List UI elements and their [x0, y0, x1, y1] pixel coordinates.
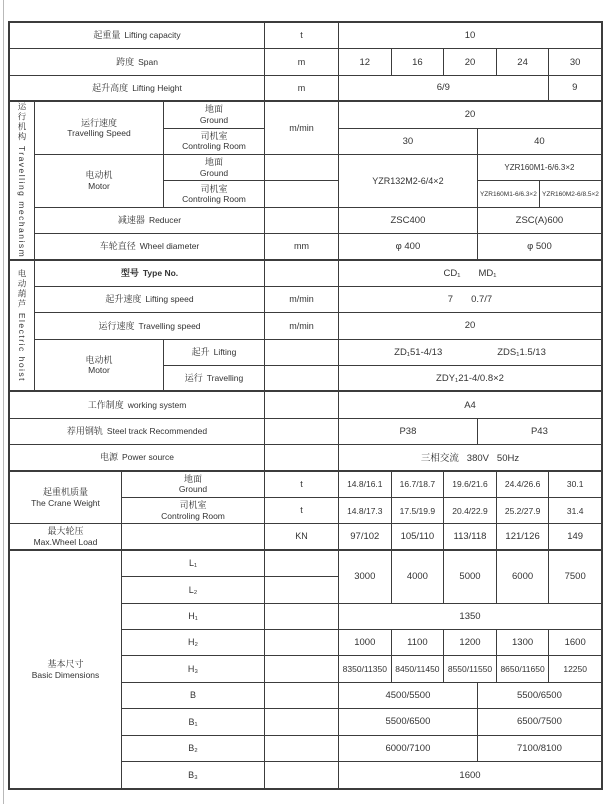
section-label-basic-dimensions	[10, 551, 122, 789]
value-text: P38	[399, 426, 417, 438]
value-text: 20.4/22.9	[452, 505, 488, 516]
unit-motor-cab-empty	[265, 181, 339, 207]
dim-h2-cell	[497, 630, 550, 655]
dim-label-h3	[122, 656, 265, 682]
unit-power-source-empty	[265, 445, 339, 471]
value-text: 16	[412, 56, 423, 68]
value-text: 1000	[354, 637, 376, 649]
values-type-no	[339, 261, 601, 287]
row-label-power-source	[10, 445, 265, 471]
label-en: working system	[127, 399, 187, 410]
weight-cell	[497, 498, 550, 523]
label-en: Controling Room	[182, 141, 246, 152]
row-label-reducer	[35, 208, 265, 234]
unit-motor-ground-empty	[265, 155, 339, 181]
dim-b2-left-cell	[339, 736, 478, 761]
crane-spec-table	[8, 21, 603, 790]
wheel-load-cell	[339, 524, 392, 548]
dim-label-b	[122, 683, 265, 709]
cab-speed-right-cell	[478, 129, 601, 154]
value-text: 16.7/18.7	[399, 479, 436, 490]
value-text: 1600	[459, 769, 481, 781]
unit-h3-empty	[265, 656, 339, 682]
value-text: 12	[359, 56, 371, 68]
label-zh: 起升高度	[92, 82, 129, 93]
dim-l-cell	[339, 551, 392, 603]
label-en: Wheel diameter	[139, 241, 200, 252]
label-zh: 电动机	[85, 170, 113, 181]
label-en: Reducer	[148, 215, 182, 226]
label-en: Lifting speed	[145, 294, 194, 305]
row-label-lifting-speed	[35, 287, 265, 313]
weight-cell	[339, 498, 392, 523]
row-label-span	[10, 49, 265, 75]
type-no-a: CD₁	[443, 267, 461, 279]
value-text: 7100/8100	[516, 742, 562, 754]
dim-l-cell	[549, 551, 601, 603]
value-text: 5500/6500	[385, 716, 431, 728]
value-text: 5500/6500	[516, 689, 562, 701]
span-value-cell	[339, 49, 392, 74]
label-text: H₁	[188, 611, 198, 622]
row-label-hoist-travelling-speed	[35, 313, 265, 339]
value-text: 6000/7100	[385, 742, 431, 754]
values-b	[339, 683, 601, 709]
unit-b1-empty	[265, 709, 339, 735]
label-zh: 运行速度	[98, 320, 135, 331]
unit-b-empty	[265, 683, 339, 709]
value-text: 8550/11550	[447, 664, 493, 675]
value-text: 4000	[406, 571, 428, 583]
label-zh: 电动机	[85, 354, 113, 365]
hoist-motor-lift-b: ZDS₁1.5/13	[497, 346, 546, 358]
unit-hoist-motor-lifting-empty	[265, 340, 339, 366]
dim-label-h2	[122, 630, 265, 656]
value-text: 三相交流 380V 50Hz	[420, 453, 520, 465]
row-label-wheel-diameter	[35, 234, 265, 260]
values-h2	[339, 630, 601, 656]
label-en: Ground	[178, 484, 208, 495]
values-b1	[339, 709, 601, 735]
label-en: Travelling speed	[138, 320, 201, 331]
values-lifting-height	[339, 76, 601, 102]
reducer-right-cell	[478, 208, 601, 233]
unit-lifting-capacity	[265, 23, 339, 49]
row-label-lifting-capacity	[10, 23, 265, 49]
value-text: 20	[464, 109, 476, 121]
dim-label-b1	[122, 709, 265, 735]
dim-b2-right-cell	[478, 736, 601, 761]
value-lifting-capacity	[339, 23, 601, 49]
label-zh: 型号	[120, 267, 139, 278]
values-hoist-motor-lifting	[339, 340, 601, 366]
value-text: 5000	[459, 571, 481, 583]
label-zh: 起升	[191, 347, 210, 358]
unit-weight-cab	[265, 498, 339, 524]
label-text: H₂	[188, 637, 198, 648]
dim-label-l2	[122, 577, 265, 603]
value-text: 17.5/19.9	[399, 505, 436, 516]
label-en: Motor	[88, 365, 110, 376]
label-en: Power source	[122, 452, 174, 463]
label-en: Ground	[199, 167, 229, 178]
value-power-source	[339, 445, 601, 471]
label-zh: 地面	[204, 104, 223, 115]
value-text: 1600	[564, 637, 586, 649]
unit-span	[265, 49, 339, 75]
weight-cell	[392, 472, 445, 497]
unit-hoist-motor-travelling-empty	[265, 366, 339, 392]
value-text: 24.4/26.6	[504, 479, 541, 490]
values-h3	[339, 656, 601, 682]
value-travelling-speed-ground	[339, 102, 601, 128]
value-text: 8650/11650	[500, 664, 545, 675]
wheel-load-cell	[497, 524, 550, 548]
span-value-cell	[392, 49, 445, 74]
values-b2	[339, 736, 601, 762]
value-text: A4	[464, 399, 476, 411]
label-zh: 最大轮压	[47, 526, 84, 537]
label-text: L₁	[188, 558, 198, 569]
weight-cell	[392, 498, 445, 523]
track-right-cell	[478, 419, 601, 444]
value-text: 31.4	[566, 505, 584, 516]
label-en: Controling Room	[161, 510, 225, 521]
value-text: ZSC(A)600	[515, 214, 564, 226]
value-text: 1350	[459, 610, 481, 622]
label-en: Motor	[88, 180, 110, 191]
label-text: B	[189, 690, 196, 701]
label-en: Span	[138, 56, 158, 67]
label-zh: 荐用钢轨	[66, 426, 103, 437]
unit-h2-empty	[265, 630, 339, 656]
motor-cab-a-cell	[478, 181, 540, 206]
label-en: Ground	[199, 114, 229, 125]
values-max-wheel-load	[339, 524, 601, 550]
dim-h3-cell	[339, 656, 392, 681]
label-zh: 车轮直径	[99, 241, 136, 252]
dim-l-cell	[392, 551, 445, 603]
unit-max-wheel-load	[265, 524, 339, 550]
value-text: 25.2/27.9	[504, 505, 541, 516]
section-label-electric-hoist	[10, 261, 35, 393]
motor-cab-row	[478, 181, 601, 206]
value-text: 12250	[563, 664, 587, 675]
dim-b1-right-cell	[478, 709, 601, 734]
label-en: Basic Dimensions	[31, 669, 100, 680]
label-zh: 地面	[183, 473, 202, 484]
sub-label-hoist-lifting	[164, 340, 265, 366]
cab-speed-left-cell	[339, 129, 478, 154]
row-label-type-no	[35, 261, 265, 287]
wheel-right-cell	[478, 234, 601, 258]
span-value-cell	[497, 49, 550, 74]
sub-label-weight-cab	[122, 498, 265, 524]
unit-weight-ground	[265, 472, 339, 498]
value-text: 113/118	[453, 531, 487, 543]
row-label-working-system	[10, 392, 265, 418]
unit-travelling-speed	[265, 102, 339, 155]
track-left-cell	[339, 419, 478, 444]
label-en: Steel track Recommended	[106, 426, 208, 437]
unit-b3-empty	[265, 762, 339, 788]
values-wheel-diameter	[339, 234, 601, 260]
sub-label-controling-room	[164, 129, 265, 155]
sub-label-ground	[164, 102, 265, 128]
label-zh: 地面	[204, 157, 223, 168]
value-text: 30	[569, 56, 581, 68]
dim-h3-cell	[444, 656, 497, 681]
weight-cell	[549, 472, 601, 497]
hoist-motor-lift-a: ZD₁51-4/13	[394, 346, 443, 358]
value-text: 20	[464, 56, 476, 68]
dim-h3-cell	[549, 656, 601, 681]
value-text: ZDY₁21-4/0.8×2	[436, 372, 504, 384]
value-text: YZR160M2-6/8.5×2	[542, 190, 599, 198]
label-text: B₂	[188, 742, 198, 753]
value-text: 10	[464, 30, 476, 42]
value-text: 7500	[564, 571, 586, 583]
label-zh: 起重量	[93, 30, 121, 41]
unit-text: KN	[295, 531, 308, 542]
value-text: 97/102	[350, 531, 380, 543]
label-zh: 运行速度	[80, 117, 117, 128]
value-text: ZSC400	[390, 214, 426, 226]
value-text: 4500/5500	[385, 689, 431, 701]
unit-text: t	[300, 479, 303, 490]
dim-b-right-cell	[478, 683, 601, 708]
label-zh: 基本尺寸	[47, 659, 84, 670]
label-zh: 起重机质量	[42, 487, 88, 498]
label-zh: 跨度	[116, 56, 135, 67]
unit-reducer-empty	[265, 208, 339, 234]
value-text: 8450/11450	[395, 664, 440, 675]
span-value-cell	[444, 49, 497, 74]
label-en: Lifting Height	[132, 82, 182, 93]
label-zh: 司机室	[179, 500, 207, 511]
unit-lifting-height	[265, 76, 339, 102]
dim-b-left-cell	[339, 683, 478, 708]
value-text: 30	[402, 135, 414, 147]
value-text: 20	[464, 320, 476, 332]
label-zh: 减速器	[117, 215, 145, 226]
unit-text: m/min	[289, 122, 314, 133]
wheel-load-cell	[549, 524, 601, 548]
weight-cell	[497, 472, 550, 497]
lifting-speed-b: 0.7/7	[471, 294, 493, 306]
label-en: Travelling	[206, 373, 244, 384]
values-travelling-speed-cab	[339, 129, 601, 155]
dim-h2-cell	[339, 630, 392, 655]
lifting-speed-a: 7	[447, 294, 454, 306]
values-mech-motor	[339, 155, 601, 208]
value-text: YZR160M1-6/6.3×2	[504, 163, 575, 173]
wheel-left-cell	[339, 234, 478, 258]
unit-l2-empty	[265, 577, 339, 603]
weight-cell	[549, 498, 601, 523]
dim-label-h1	[122, 604, 265, 630]
type-no-b: MD₁	[478, 267, 497, 279]
value-text: 14.8/16.1	[347, 479, 383, 490]
value-working-system	[339, 392, 601, 418]
unit-text: t	[300, 30, 303, 41]
dim-h2-cell	[549, 630, 601, 655]
motor-cab-b-cell	[540, 181, 601, 206]
unit-hoist-travelling-speed	[265, 313, 339, 339]
values-lifting-speed	[339, 287, 601, 313]
label-zh: 司机室	[200, 130, 228, 141]
label-en: The Crane Weight	[31, 497, 100, 508]
weight-cell	[339, 472, 392, 497]
value-text: φ 500	[527, 240, 552, 252]
unit-l1-empty	[265, 551, 339, 577]
value-text: 1100	[407, 637, 428, 649]
label-en: Controling Room	[182, 194, 246, 205]
reducer-left-cell	[339, 208, 478, 233]
wheel-load-cell	[392, 524, 445, 548]
unit-wheel-diameter	[265, 234, 339, 260]
unit-lifting-speed	[265, 287, 339, 313]
value-text: 14.8/17.3	[347, 505, 383, 516]
dim-label-b2	[122, 736, 265, 762]
label-zh: 工作制度	[87, 399, 124, 410]
label-en: Max.Wheel Load	[33, 536, 98, 547]
sub-label-hoist-travelling	[164, 366, 265, 392]
row-label-lifting-height	[10, 76, 265, 102]
label-text: H₃	[187, 663, 199, 674]
value-hoist-motor-travelling	[339, 366, 601, 392]
value-text: 24	[517, 56, 528, 68]
unit-text: t	[300, 505, 303, 516]
unit-b2-empty	[265, 736, 339, 762]
unit-h1-empty	[265, 604, 339, 630]
value-text: 9	[572, 82, 578, 94]
motor-ground-right-cell	[478, 155, 601, 181]
label-zh: 运行	[184, 373, 203, 384]
dim-l-cell	[444, 551, 497, 603]
values-l1-l2	[339, 551, 601, 604]
unit-text: m	[297, 56, 306, 67]
label-zh: 司机室	[200, 183, 228, 194]
values-weight-ground	[339, 472, 601, 498]
dim-label-l1	[122, 551, 265, 577]
section-label-travelling-mechanism	[10, 102, 35, 260]
value-text: 1300	[512, 637, 534, 649]
dim-h2-cell	[392, 630, 445, 655]
value-b3	[339, 762, 601, 788]
sub-label-weight-ground	[122, 472, 265, 498]
value-text: 6500/7500	[516, 716, 562, 728]
values-span	[339, 49, 601, 75]
value-text: 121/126	[505, 531, 540, 543]
weight-cell	[444, 498, 497, 523]
value-text: 30.1	[566, 479, 584, 490]
row-label-steel-track	[10, 419, 265, 445]
value-text: YZR132M2-6/4×2	[372, 175, 444, 186]
label-zh: 电源	[100, 452, 119, 463]
wheel-load-cell	[444, 524, 497, 548]
label-en: Lifting capacity	[124, 30, 181, 41]
value-text: 149	[567, 531, 584, 543]
value-text: 1200	[459, 637, 481, 649]
values-steel-track	[339, 419, 601, 445]
row-label-crane-weight	[10, 472, 122, 525]
value-h1	[339, 604, 601, 630]
unit-working-system-empty	[265, 392, 339, 418]
motor-main-cell	[339, 155, 478, 207]
label-en: Lifting	[213, 347, 237, 358]
value-text: P43	[530, 426, 548, 438]
weight-cell	[444, 472, 497, 497]
values-weight-cab	[339, 498, 601, 524]
height-last-cell	[549, 76, 601, 100]
label-text: B₁	[188, 716, 198, 727]
span-value-cell	[549, 49, 601, 74]
value-text: 105/110	[400, 531, 435, 543]
label-zh: 起升速度	[105, 294, 142, 305]
motor-right-block	[478, 155, 601, 207]
unit-steel-track-empty	[265, 419, 339, 445]
dim-label-b3	[122, 762, 265, 788]
value-hoist-travelling-speed	[339, 313, 601, 339]
value-text: 8350/11350	[342, 664, 387, 675]
label-text: L₂	[188, 584, 198, 595]
values-reducer	[339, 208, 601, 234]
sheet-frame-line	[3, 0, 4, 804]
height-main-cell	[339, 76, 549, 100]
section-label-text: 电动葫芦 Electric hoist	[17, 268, 27, 383]
value-text: 3000	[354, 571, 376, 583]
value-text: 6/9	[436, 82, 450, 94]
cell-max-wheel-load-empty	[122, 524, 265, 550]
value-text: 6000	[512, 571, 534, 583]
label-en: Travelling Speed	[67, 128, 131, 139]
value-text: 40	[534, 135, 545, 147]
unit-type-no-empty	[265, 261, 339, 287]
row-label-mech-motor	[35, 155, 164, 208]
sub-label-motor-ground	[164, 155, 265, 181]
value-text: 19.6/21.6	[452, 479, 488, 490]
section-label-text: 运行机构 Travelling mechanism	[17, 102, 27, 259]
unit-text: mm	[294, 241, 309, 252]
dim-b1-left-cell	[339, 709, 478, 734]
value-text: φ 400	[395, 240, 421, 252]
dim-h3-cell	[497, 656, 550, 681]
label-en: Type No.	[142, 267, 179, 278]
row-label-max-wheel-load	[10, 524, 122, 550]
dim-l-cell	[497, 551, 550, 603]
dim-h2-cell	[444, 630, 497, 655]
dim-h3-cell	[392, 656, 445, 681]
label-text: B₃	[188, 769, 198, 780]
unit-text: m/min	[289, 320, 314, 331]
unit-text: m	[297, 82, 306, 93]
sub-label-motor-controling-room	[164, 181, 265, 207]
value-text: YZR160M1-6/6.3×2	[479, 190, 537, 198]
row-label-travelling-speed	[35, 102, 164, 155]
unit-text: m/min	[289, 294, 314, 305]
row-label-hoist-motor	[35, 340, 164, 393]
